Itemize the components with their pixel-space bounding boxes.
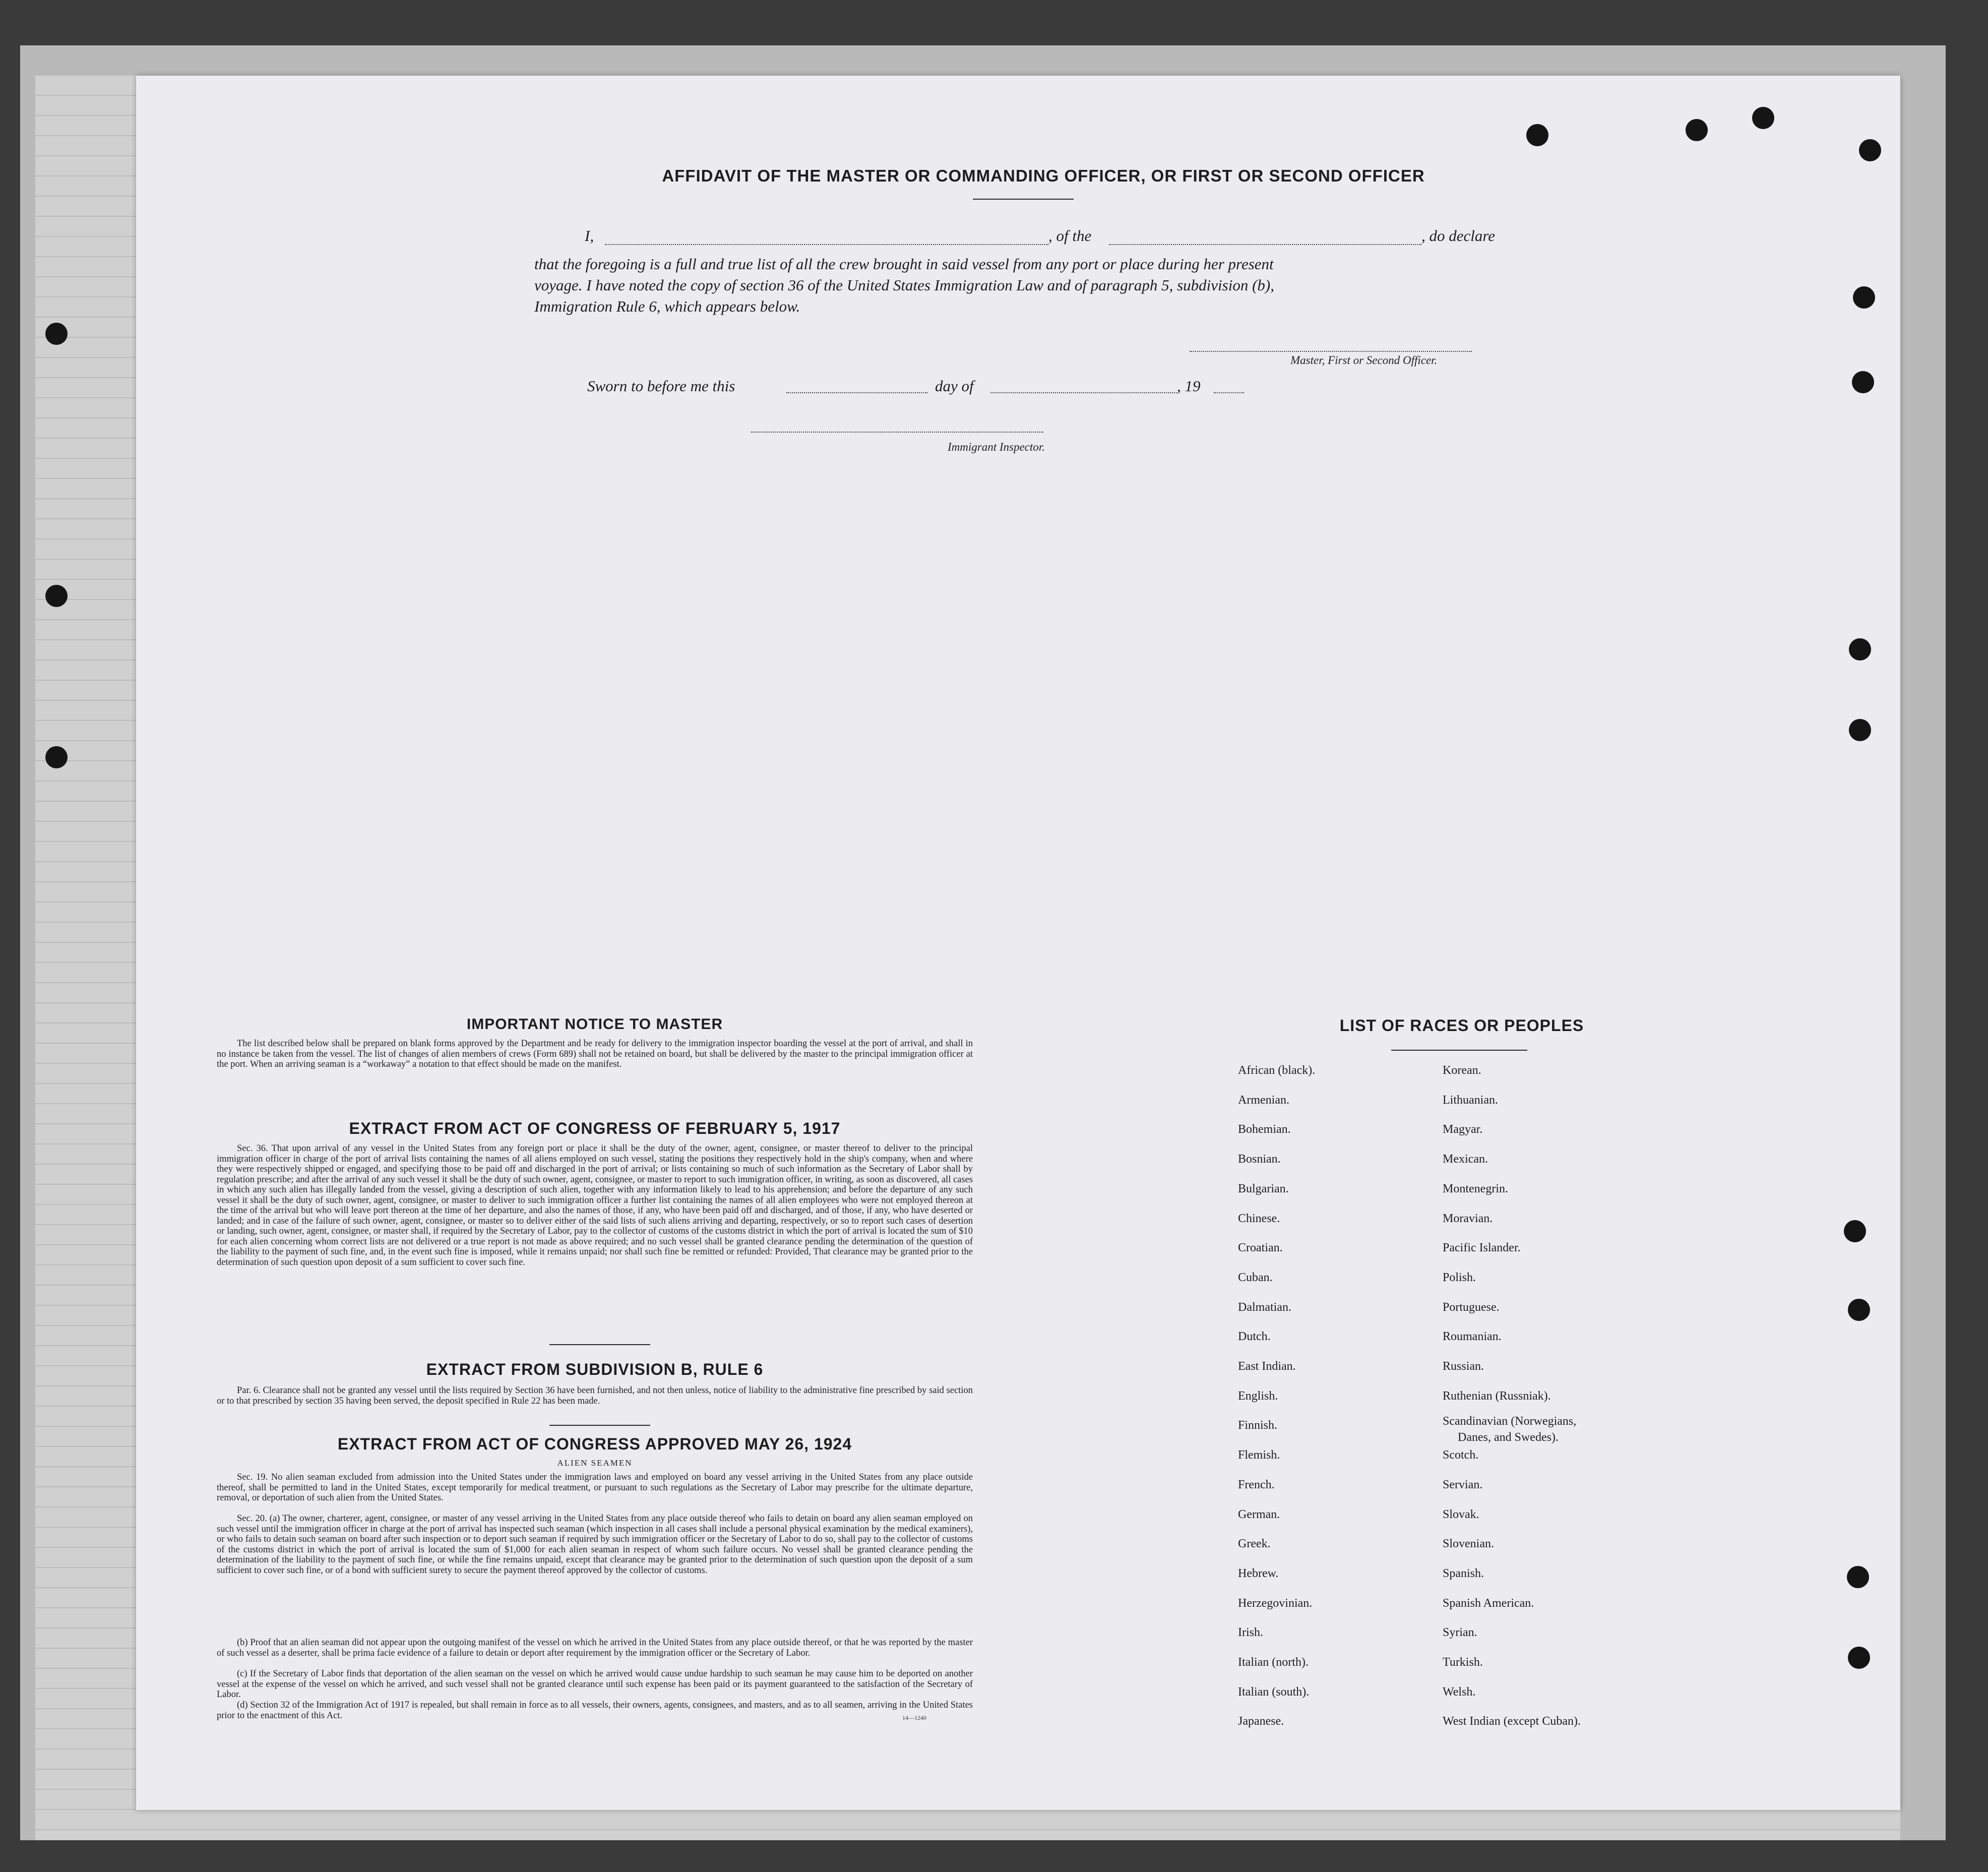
race-item: Hebrew. <box>1238 1566 1279 1580</box>
form-number: 14—1240 <box>902 1714 926 1721</box>
race-item: Slovak. <box>1443 1507 1479 1521</box>
binder-hole <box>1847 1566 1869 1588</box>
race-item: Greek. <box>1238 1537 1271 1551</box>
sec20c-text: (c) If the Secretary of Labor finds that deportation of the alien seaman on the vessel on which he arrived would cause undue hardship to such seaman he may cause him to be deported on another vessel at the expense of the vessel on which he arrived, and such vessel shall not be granted clearance until such expense has been paid or its payment guaranteed to the satisfaction of the Secretary of Labor. <box>217 1669 973 1700</box>
race-item: French. <box>1238 1478 1275 1491</box>
sec20d-text: (d) Section 32 of the Immigration Act of 1917 is repealed, but shall remain in force as to all vessels, their owners, agents, consignees, and masters, and as to all seamen, arriving in the United States prior to the enactment of this Act. <box>217 1700 973 1721</box>
race-item: Servian. <box>1443 1478 1483 1491</box>
race-item-continuation: Danes, and Swedes). <box>1458 1431 1559 1444</box>
races-title-divider <box>1391 1050 1527 1051</box>
race-item: Ruthenian (Russniak). <box>1443 1389 1551 1403</box>
race-item: Finnish. <box>1238 1419 1278 1432</box>
race-item: Moravian. <box>1443 1212 1493 1225</box>
notice-title: IMPORTANT NOTICE TO MASTER <box>466 1016 723 1033</box>
binder-hole <box>1849 638 1871 660</box>
inspector-label: Immigrant Inspector. <box>948 441 1045 453</box>
race-item: Montenegrin. <box>1443 1182 1508 1195</box>
affidavit-i: I, <box>585 227 594 245</box>
race-item: Japanese. <box>1238 1715 1284 1728</box>
section-divider <box>549 1425 650 1426</box>
affidavit-line-3: voyage. I have noted the copy of section 36 of the United States Immigration Law and of paragraph 5, subdivision (b), <box>534 276 1274 294</box>
race-item: German. <box>1238 1507 1280 1521</box>
race-item: Chinese. <box>1238 1212 1280 1225</box>
race-item: Bulgarian. <box>1238 1182 1289 1195</box>
race-item: Russian. <box>1443 1360 1484 1373</box>
race-item: African (black). <box>1238 1064 1316 1077</box>
race-item: Scandinavian (Norwegians, <box>1443 1415 1577 1428</box>
inspector-signature-line <box>751 432 1043 433</box>
binder-hole <box>45 323 68 345</box>
affidavit-line-2: that the foregoing is a full and true list of all the crew brought in said vessel from any port or place during her present <box>534 255 1274 273</box>
race-item: Croatian. <box>1238 1241 1283 1255</box>
binder-hole <box>1849 719 1871 741</box>
binder-hole <box>1844 1220 1866 1242</box>
sworn-month-blank <box>990 392 1177 393</box>
vessel-blank-line <box>1109 244 1421 245</box>
notice-text: The list described below shall be prepared on blank forms approved by the Department and be ready for delivery to the immigration inspector boarding the vessel at the port of arrival, and shall in no instance be taken from the vessel. The list of changes of alien members of crews (Form 689) shall not be retained on board, but shall be delivered by the master to the principal immigration officer at the port. When an arriving seaman is a “workaway” a notation to that effect should be made on the manifest. <box>217 1039 973 1069</box>
race-item: Magyar. <box>1443 1123 1483 1136</box>
extract-1924-title: EXTRACT FROM ACT OF CONGRESS APPROVED MAY 26, 1924 <box>337 1435 852 1453</box>
race-item: Herzegovinian. <box>1238 1596 1313 1610</box>
race-item: Korean. <box>1443 1064 1481 1077</box>
section-divider <box>549 1344 650 1345</box>
binder-hole <box>1859 139 1881 161</box>
extract-1917-text: Sec. 36. That upon arrival of any vessel in the United States from any foreign port or place it shall be the duty of the owner, agent, consignee, or master thereof to deliver to the principal immigration officer in charge of the port of arrival lists containing the names of all aliens employed on such vessel, stating the positions they respectively hold in the ship's company, when and where they were respectively shipped or engaged, and specifying those to be paid off and discharged in the port of arrival; or lists containing so much of such information as the Secretary of Labor shall by regulation prescribe; and after the arrival of any such vessel it shall be the duty of such owner, agent, consignee, or master to report to such immigration officer, in writing, as soon as discovered, all cases in which any such alien has illegally landed from the vessel, giving a description of such alien, together with any information likely to lead to his apprehension; and before the departure of any such vessel it shall be the duty of such owner, agent, consignee, or master to deliver to such immigration officer a further list containing the names of all alien employees who were not employed thereon at the time of the arrival but who will leave port thereon at the time of her departure, and also the names of those, if any, who have been paid off and discharged, and of those, if any, who have deserted or landed; and in case of the failure of such owner, agent, consignee, or master so to deliver either of the said lists of such aliens arriving and departing, respectively, or so to report such cases of desertion or landing, such owner, agent, consignee, or master shall, if required by the Secretary of Labor, pay to the collector of customs of the customs district in which the port of arrival is located the sum of $10 for each alien concerning whom correct lists are not delivered or a true report is not made as above required; and no such vessel shall be granted clearance pending the determination of the question of the liability to the payment of such fine, and, in the event such fine is imposed, while it remains unpaid; nor shall such fine be remitted or refunded: Provided, That clearance may be granted prior to the determination of such question upon deposit of a sum sufficient to cover such fine. <box>217 1143 973 1267</box>
race-item: Scotch. <box>1443 1448 1479 1462</box>
binder-hole <box>1752 107 1774 129</box>
race-item: English. <box>1238 1389 1278 1403</box>
affidavit-declare: , do declare <box>1421 227 1496 245</box>
race-item: Polish. <box>1443 1271 1476 1284</box>
race-item: Turkish. <box>1443 1656 1483 1669</box>
race-item: Portuguese. <box>1443 1300 1500 1314</box>
race-item: Welsh. <box>1443 1685 1476 1699</box>
race-item: Irish. <box>1238 1626 1263 1640</box>
race-item: Italian (north). <box>1238 1656 1309 1669</box>
race-item: Italian (south). <box>1238 1685 1310 1699</box>
race-item: Cuban. <box>1238 1271 1273 1284</box>
races-title: LIST OF RACES OR PEOPLES <box>1339 1016 1584 1035</box>
race-item: Dutch. <box>1238 1330 1271 1344</box>
race-item: Syrian. <box>1443 1626 1477 1640</box>
master-signature-line <box>1190 351 1472 352</box>
race-item: Roumanian. <box>1443 1330 1502 1344</box>
race-item: Pacific Islander. <box>1443 1241 1521 1255</box>
extract-rule6-text: Par. 6. Clearance shall not be granted any vessel until the lists required by Section 36 have been furnished, and not then unless, notice of liability to the administrative fine prescribed by said section or to that prescribed by section 35 having been served, the deposit specified in Rule 22 has been made. <box>217 1385 973 1406</box>
race-item: Slovenian. <box>1443 1537 1494 1551</box>
binder-hole <box>1848 1299 1870 1321</box>
extract-rule6-title: EXTRACT FROM SUBDIVISION B, RULE 6 <box>426 1360 764 1378</box>
binder-hole <box>45 585 68 607</box>
name-blank-line <box>605 244 1048 245</box>
sec20b-text: (b) Proof that an alien seaman did not appear upon the outgoing manifest of the vessel on which he arrived in the United States from any place outside thereof, or that he was reported by the master of such vessel as a deserter, shall be prima facie evidence of a failure to detain or deport after requirement by the immigration officer or the Secretary of Labor. <box>217 1638 973 1658</box>
binder-hole <box>1853 286 1875 309</box>
affidavit-of-the: , of the <box>1048 227 1092 245</box>
race-item: East Indian. <box>1238 1360 1296 1373</box>
race-item: Mexican. <box>1443 1153 1488 1166</box>
sec19-text: Sec. 19. No alien seaman excluded from admission into the United States under the immigration laws and employed on board any vessel arriving in the United States from any place outside thereof, shall be permitted to land in the United States, except temporarily for medical treatment, or pursuant to such regulations as the Secretary of Labor may prescribe for the ultimate departure, removal, or deportation of such alien from the United States. <box>217 1472 973 1503</box>
affidavit-title: AFFIDAVIT OF THE MASTER OR COMMANDING OFFICER, OR FIRST OR SECOND OFFICER <box>662 166 1425 185</box>
race-item: Dalmatian. <box>1238 1300 1291 1314</box>
title-divider <box>973 199 1074 200</box>
binder-hole <box>1526 124 1548 146</box>
binder-hole <box>45 746 68 768</box>
race-item: Armenian. <box>1238 1093 1289 1107</box>
race-item: Lithuanian. <box>1443 1093 1498 1107</box>
races-right-column <box>1443 1064 1695 1729</box>
race-item: Flemish. <box>1238 1448 1280 1462</box>
sworn-day-blank <box>786 392 927 393</box>
binder-hole <box>1852 371 1874 393</box>
races-left-column <box>1238 1064 1430 1729</box>
sworn-prefix: Sworn to before me this <box>587 377 735 395</box>
sworn-day-of: day of <box>935 377 974 395</box>
sworn-year: , 19 <box>1177 377 1201 395</box>
sec20a-text: Sec. 20. (a) The owner, charterer, agent, consignee, or master of any vessel arriving in the United States from any place outside thereof who fails to detain on board any alien seaman employed on such vessel until the immigration officer in charge at the port of arrival has inspected such seaman (which inspection in all cases shall include a personal physical examination by the medical examiners), or who fails to detain such seaman on board after such inspection or to deport such seaman if required by such immigration officer or the Secretary of Labor to do so, shall pay to the collector of customs of the customs district in which the port of arrival is located the sum of $1,000 for each alien seaman in respect of whom such failure occurs. No vessel shall be granted clearance pending the determination of the liability to the payment of such fine, or while the fine remains unpaid, except that clearance may be granted prior to the determination of such question upon the deposit of a sum sufficient to cover such fine, or of a bond with sufficient surety to secure the payment thereof approved by the collector of customs. <box>217 1514 973 1576</box>
race-item: Spanish. <box>1443 1566 1484 1580</box>
race-item: West Indian (except Cuban). <box>1443 1715 1581 1728</box>
alien-seamen-subtitle: ALIEN SEAMEN <box>557 1458 633 1468</box>
binder-hole <box>1686 119 1708 141</box>
master-signature-label: Master, First or Second Officer. <box>1290 354 1438 367</box>
affidavit-line-4: Immigration Rule 6, which appears below. <box>534 297 800 315</box>
sworn-year-blank <box>1214 392 1244 393</box>
race-item: Spanish American. <box>1443 1596 1534 1610</box>
binder-hole <box>1848 1647 1870 1669</box>
race-item: Bohemian. <box>1238 1123 1291 1136</box>
form-page <box>136 76 1900 1810</box>
race-item: Bosnian. <box>1238 1153 1281 1166</box>
extract-1917-title: EXTRACT FROM ACT OF CONGRESS OF FEBRUARY 5, 1917 <box>349 1119 841 1137</box>
